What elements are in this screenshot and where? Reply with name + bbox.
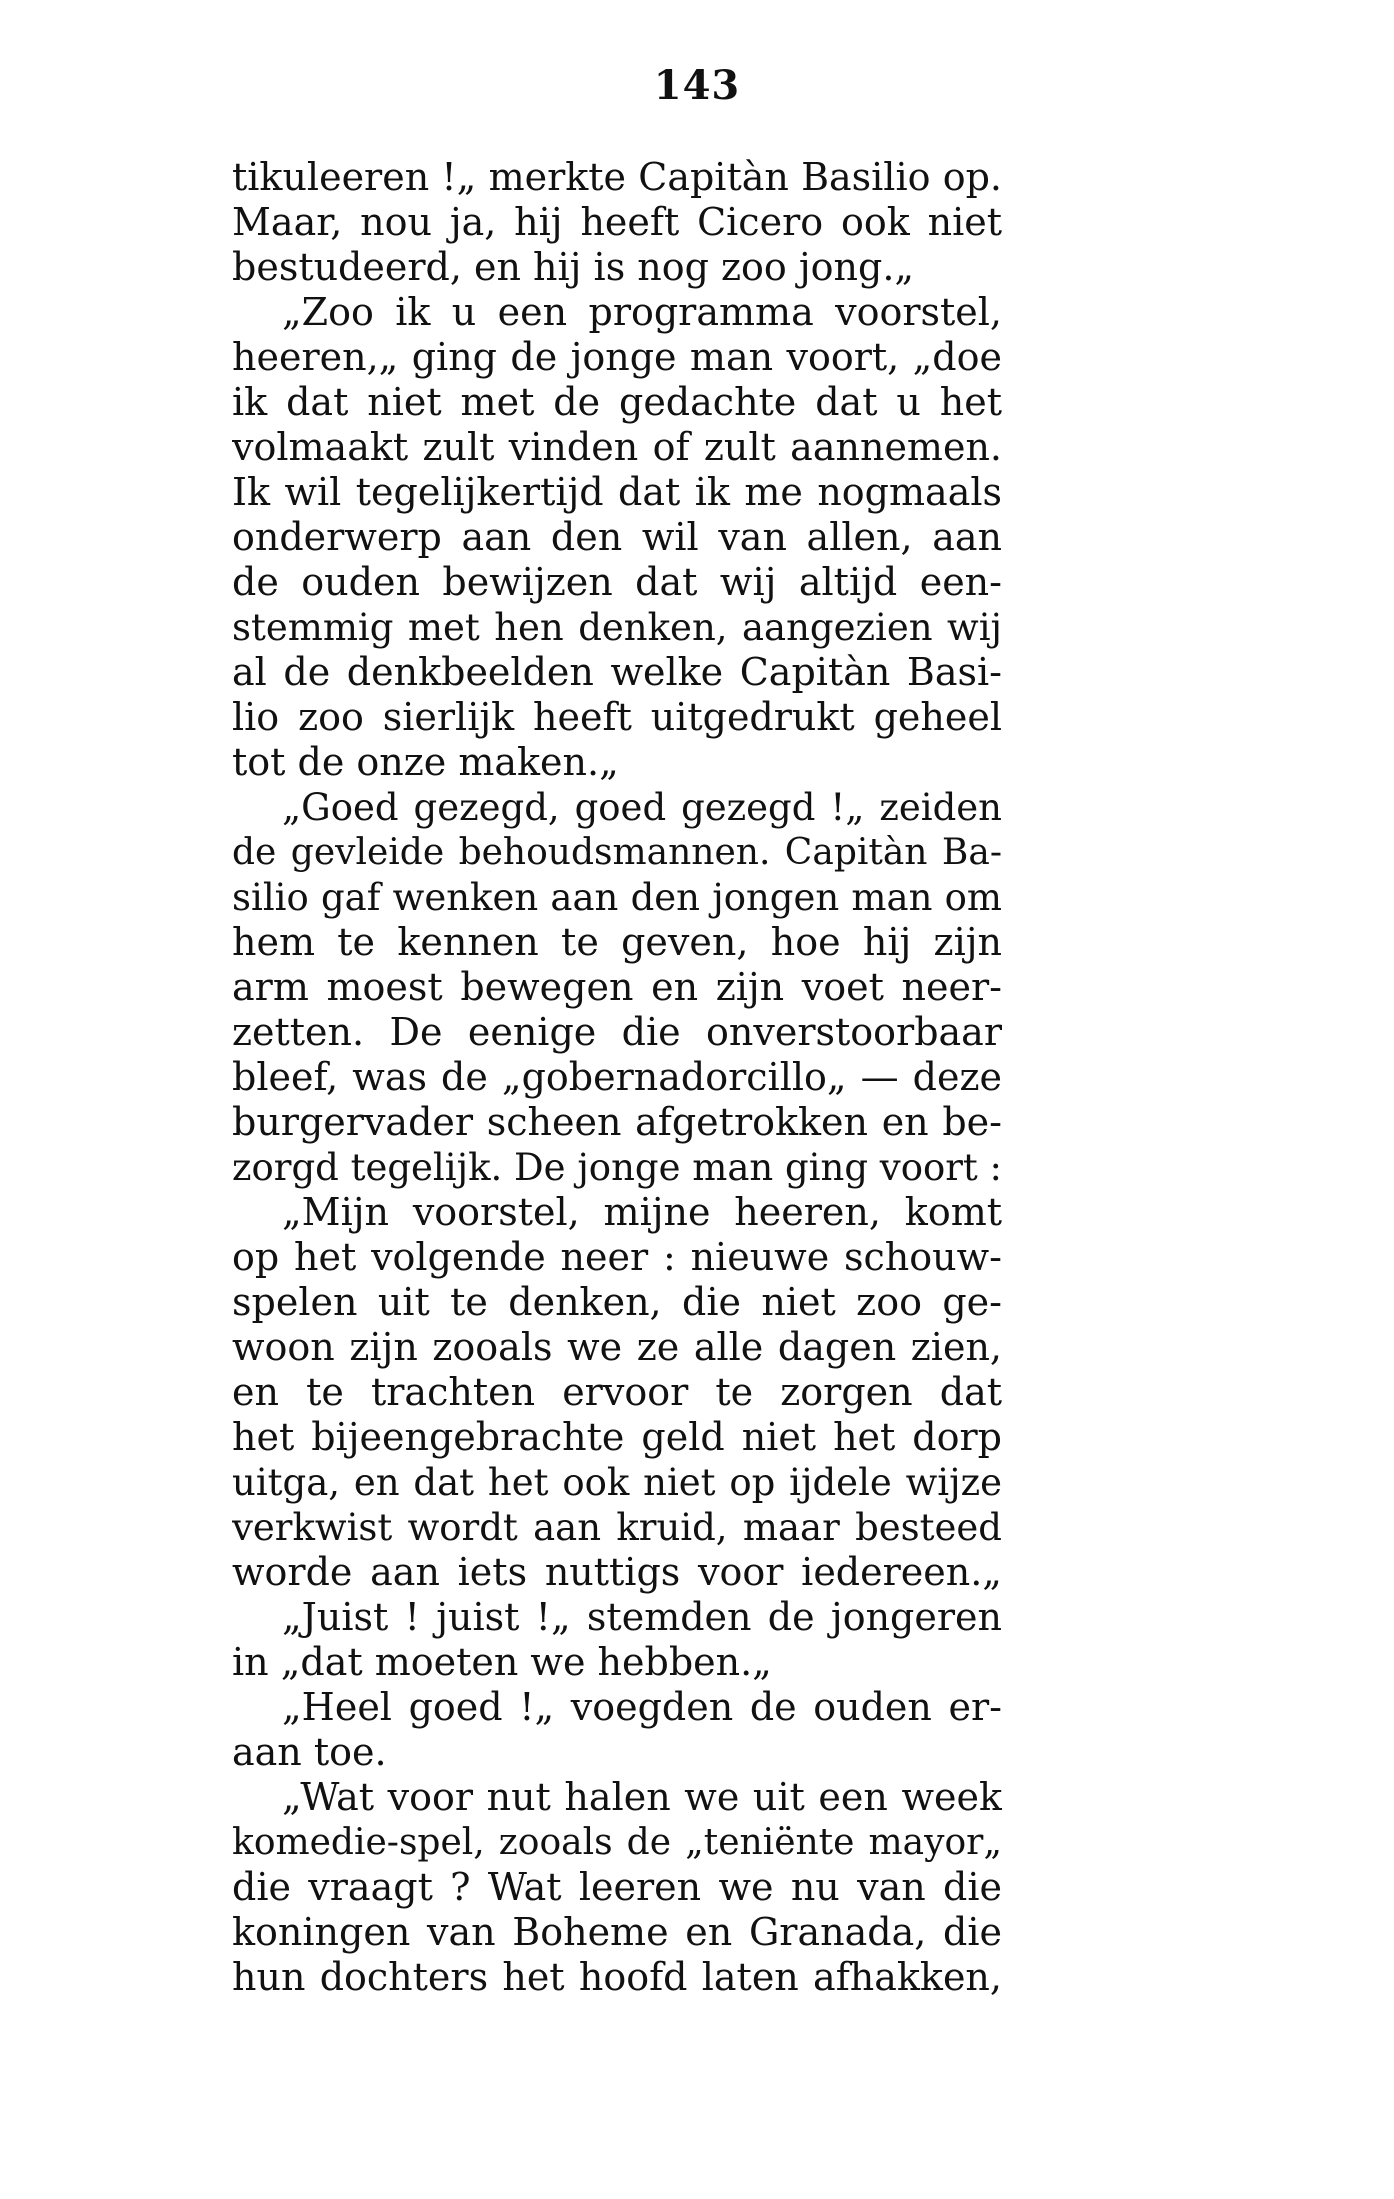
text-line: bestudeerd, en hij is nog zoo jong.„ (232, 245, 915, 289)
text-line: lio zoo sierlijk heeft uitgedrukt geheel (232, 695, 1002, 739)
text-line: heeren,„ ging de jonge man voort, „doe (232, 335, 1002, 379)
text-line: volmaakt zult vinden of zult aannemen. (232, 425, 1002, 469)
text-line: het bijeengebrachte geld niet het dorp (232, 1415, 1002, 1459)
text-line: silio gaf wenken aan den jongen man om (232, 876, 1002, 919)
text-line: Maar, nou ja, hij heeft Cicero ook niet (232, 200, 1002, 244)
text-line: op het volgende neer : nieuwe schouw- (232, 1235, 1002, 1279)
text-line: in „dat moeten we hebben.„ (232, 1640, 772, 1684)
page-number: 143 (653, 62, 741, 109)
text-line: „Heel goed !„ voegden de ouden er- (282, 1685, 1002, 1729)
text-line: aan toe. (232, 1730, 387, 1774)
text-line: „Zoo ik u een programma voorstel, (282, 290, 1002, 334)
text-line: stemmig met hen denken, aangezien wij (232, 606, 1002, 649)
text-line: al de denkbeelden welke Capitàn Basi- (232, 650, 1002, 694)
text-line: de ouden bewijzen dat wij altijd een- (232, 560, 1002, 604)
text-line: koningen van Boheme en Granada, die (232, 1910, 1002, 1954)
body-text (232, 155, 1002, 2000)
text-line: verkwist wordt aan kruid, maar besteed (232, 1506, 1002, 1549)
text-line: zetten. De eenige die onverstoorbaar (232, 1010, 1002, 1054)
text-line: onderwerp aan den wil van allen, aan (232, 515, 1002, 559)
text-line: zorgd tegelijk. De jonge man ging voort : (232, 1146, 1002, 1189)
text-line: „Mijn voorstel, mijne heeren, komt (282, 1190, 1002, 1234)
text-line: hun dochters het hoofd laten afhakken, (232, 1955, 1002, 1999)
text-line: die vraagt ? Wat leeren we nu van die (232, 1865, 1002, 1909)
text-line: de gevleide behoudsmannen. Capitàn Ba- (232, 832, 1002, 873)
text-line: hem te kennen te geven, hoe hij zijn (232, 920, 1002, 964)
text-line: Ik wil tegelijkertijd dat ik me nogmaals (232, 470, 1002, 514)
text-line: „Wat voor nut halen we uit een week (282, 1775, 1002, 1819)
text-line: worde aan iets nuttigs voor iedereen.„ (232, 1550, 1002, 1594)
text-line: ik dat niet met de gedachte dat u het (232, 380, 1002, 424)
text-line: „Juist ! juist !„ stemden de jongeren (282, 1595, 1002, 1639)
text-line: „Goed gezegd, goed gezegd !„ zeiden (282, 786, 1002, 829)
text-line: woon zijn zooals we ze alle dagen zien, (232, 1325, 1002, 1369)
text-line: arm moest bewegen en zijn voet neer- (232, 965, 1002, 1009)
text-line: burgervader scheen afgetrokken en be- (232, 1100, 1002, 1144)
text-line: bleef, was de „gobernadorcillo„ — deze (232, 1055, 1002, 1099)
text-line: tot de onze maken.„ (232, 740, 619, 784)
text-line: spelen uit te denken, die niet zoo ge- (232, 1280, 1002, 1324)
text-line: tikuleeren !„ merkte Capitàn Basilio op. (232, 155, 1002, 199)
text-line: uitga, en dat het ook niet op ijdele wijze (232, 1461, 1002, 1504)
text-line: komedie-spel, zooals de „teniënte mayor„ (232, 1822, 1002, 1863)
text-line: en te trachten ervoor te zorgen dat (232, 1370, 1002, 1414)
